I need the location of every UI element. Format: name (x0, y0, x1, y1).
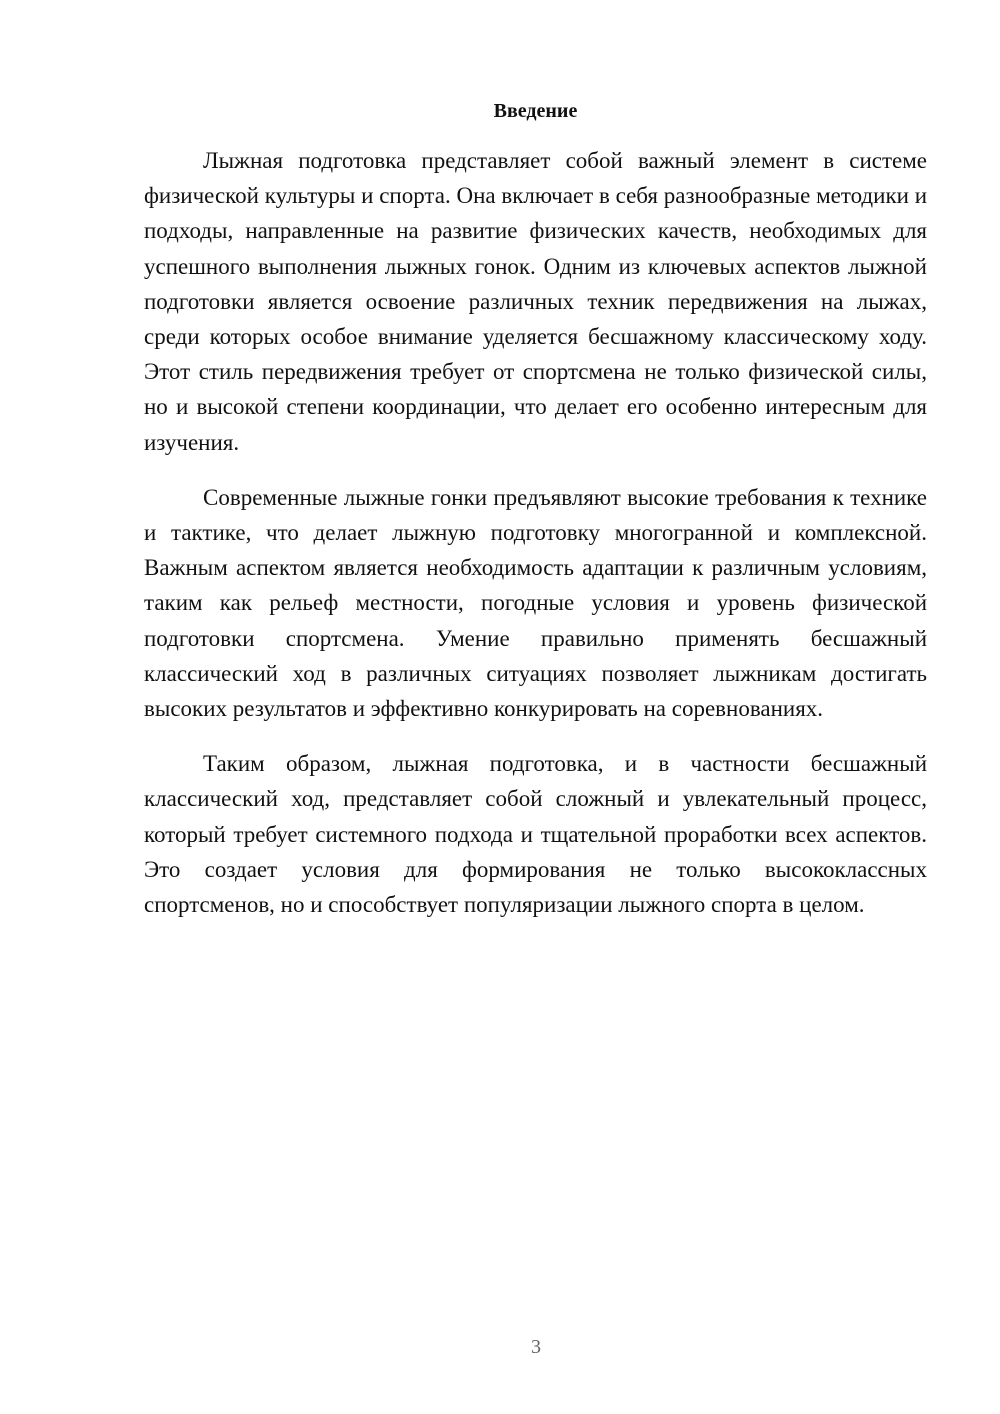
paragraph-1: Лыжная подготовка представляет собой важный элемент в системе физической культуры и спорта. Она включает в себя разнообразные методики и подходы, направленные на развитие физических качеств, необходимых для успешного выполнения лыжных гонок. Одним из ключевых аспектов лыжной подготовки является освоение различных техник передвижения на лыжах, среди которых особое внимание уделяется бесшажному классическому ходу. Этот стиль передвижения требует от спортсмена не только физической силы, но и высокой степени координации, что делает его особенно интересным для изучения. (144, 148, 927, 455)
paragraph-3: Таким образом, лыжная подготовка, и в частности бесшажный классический ход, представляет собой сложный и увлекательный процесс, который требует системного подхода и тщательной проработки всех аспектов. Это создает условия для формирования не только высококлассных спортсменов, но и способствует популяризации лыжного спорта в целом. (144, 751, 927, 918)
section-title: Введение (493, 100, 578, 122)
page-number: 3 (531, 1336, 541, 1358)
body-text (144, 143, 927, 942)
paragraph-2: Современные лыжные гонки предъявляют высокие требования к технике и тактике, что делает лыжную подготовку многогранной и комплексной. Важным аспектом является необходимость адаптации к различным условиям, таким как рельеф местности, погодные условия и уровень физической подготовки спортсмена. Умение правильно применять бесшажный классический ход в различных ситуациях позволяет лыжникам достигать высоких результатов и эффективно конкурировать на соревнованиях. (144, 484, 927, 722)
